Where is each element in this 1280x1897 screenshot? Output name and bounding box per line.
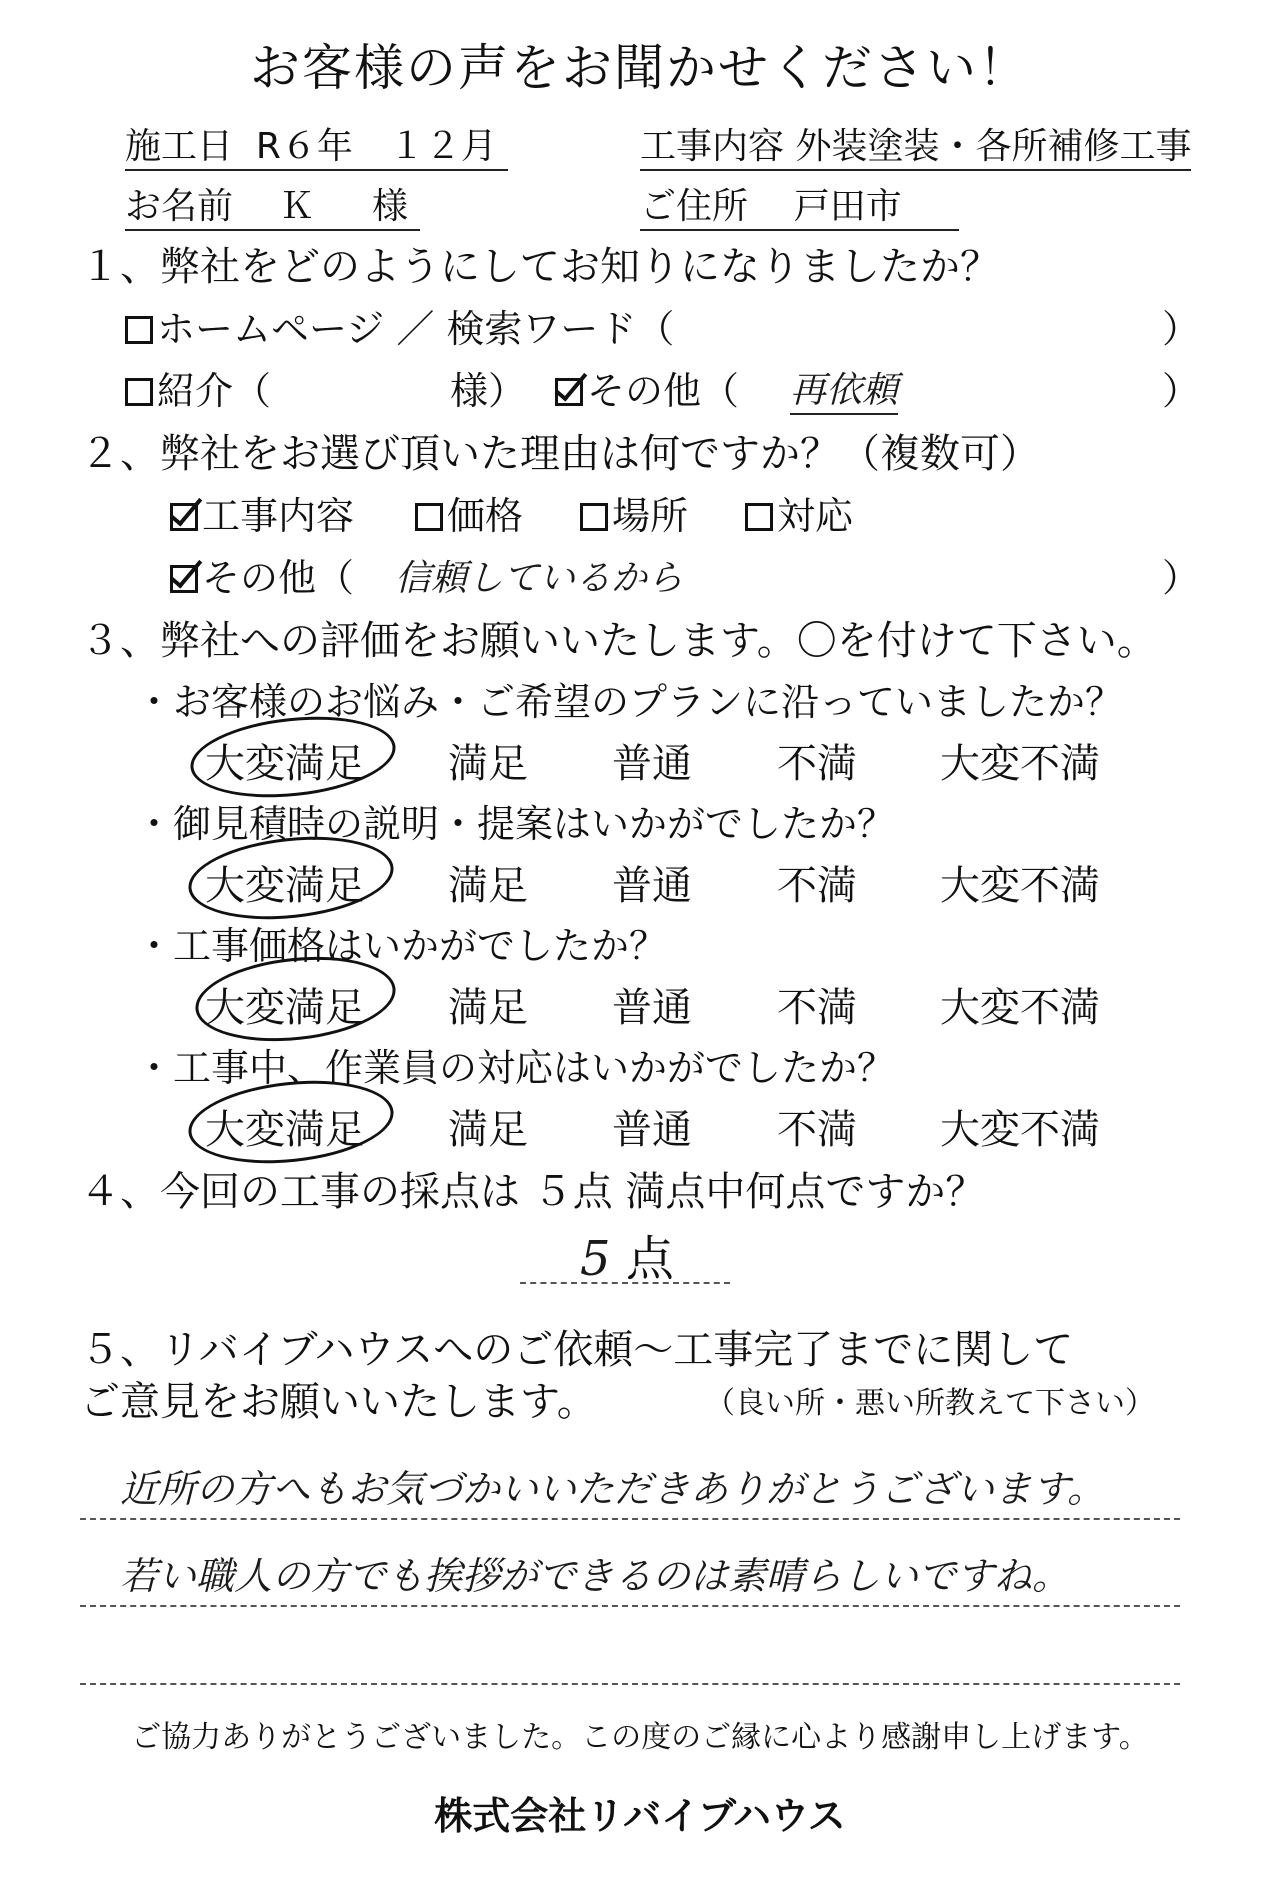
q3-item-2-very-dissatisfied[interactable]: 大変不満	[940, 863, 1100, 909]
q1-other-label: その他（	[587, 369, 740, 413]
q3-item-1-very-dissatisfied[interactable]: 大変不満	[940, 741, 1100, 787]
q3-item-1-satisfied[interactable]: 満足	[448, 741, 528, 787]
q3-item-4-text: ・工事中、作業員の対応はいかがでしたか？	[135, 1046, 896, 1090]
q5-question-line2: ご意見をお願いいたします。	[80, 1379, 597, 1425]
address-label: ご住所	[640, 186, 749, 227]
checkbox-q2-other-checked[interactable]	[170, 565, 198, 593]
q2-option-place[interactable]	[580, 485, 688, 540]
q3-item-2-dissatisfied[interactable]: 不満	[777, 863, 857, 909]
q2-option-work[interactable]	[170, 485, 354, 540]
q5-question-note: （良い所・悪い所教えて下さい）	[705, 1386, 1155, 1421]
q2-other-answer: 信頼しているから	[395, 558, 684, 599]
q2-option-other[interactable]	[170, 547, 354, 602]
answer-line-3	[80, 1683, 1180, 1685]
q3-item-2-satisfied[interactable]: 満足	[448, 863, 528, 909]
q3-item-4-dissatisfied[interactable]: 不満	[777, 1107, 857, 1153]
name-label: お名前	[125, 186, 234, 227]
answer-line-2	[80, 1605, 1180, 1607]
q2-option-price[interactable]	[415, 485, 523, 540]
q2-place-label: 場所	[612, 494, 689, 538]
q3-item-1-neutral[interactable]: 普通	[612, 741, 692, 787]
q3-item-3-very-dissatisfied[interactable]: 大変不満	[940, 985, 1100, 1031]
checkbox-intro[interactable]	[125, 378, 153, 406]
q1-other-answer	[790, 362, 898, 413]
q4-score-value: 5	[580, 1231, 611, 1287]
q4-score	[580, 1220, 674, 1289]
q1-option-homepage[interactable]	[125, 298, 674, 353]
q2-service-label: 対応	[777, 494, 854, 538]
q5-answer-line1: 近所の方へもお気づかいいただきありがとうございます。	[120, 1467, 1105, 1511]
q3-item-3-neutral[interactable]: 普通	[612, 985, 692, 1031]
checkbox-other-checked[interactable]	[555, 378, 583, 406]
q2-price-label: 価格	[447, 494, 524, 538]
checkbox-price[interactable]	[415, 503, 443, 531]
work-content	[640, 118, 1191, 169]
q3-item-1-dissatisfied[interactable]: 不満	[777, 741, 857, 787]
q1-intro-suffix: 様）	[450, 369, 527, 413]
q3-item-1-text: ・お客様のお悩み・ご希望のプランに沿っていましたか？	[135, 680, 1124, 724]
customer-name	[125, 178, 420, 229]
q1-other-close: ）	[1162, 369, 1201, 413]
q4-question: ４、今回の工事の採点は ５点 満点中何点ですか？	[80, 1169, 986, 1215]
checkbox-homepage[interactable]	[125, 316, 153, 344]
q4-score-line	[520, 1282, 730, 1284]
q1-homepage-label: ホームページ ／ 検索ワード（	[157, 307, 675, 351]
q3-item-2-text: ・御見積時の説明・提案はいかがでしたか？	[135, 802, 896, 846]
q3-item-3-dissatisfied[interactable]: 不満	[777, 985, 857, 1031]
q2-other-label: その他（	[202, 556, 355, 600]
q4-score-unit: 点	[625, 1231, 674, 1287]
q3-item-2-neutral[interactable]: 普通	[612, 863, 692, 909]
customer-address	[640, 178, 959, 229]
q1-option-other[interactable]	[555, 360, 739, 415]
q3-item-3-very-satisfied[interactable]: 大変満足	[205, 985, 365, 1031]
q3-item-4-satisfied[interactable]: 満足	[448, 1107, 528, 1153]
checkbox-service[interactable]	[745, 503, 773, 531]
construction-date	[125, 118, 508, 169]
name-suffix: 様	[372, 186, 409, 227]
work-label: 工事内容	[640, 126, 785, 167]
company-name: 株式会社リバイブハウス	[434, 1794, 846, 1838]
q3-question: ３、弊社への評価をお願いいたします。〇を付けて下さい。	[80, 618, 1157, 664]
name-value: Ｋ	[278, 186, 315, 227]
q1-question: １、弊社をどのようにしてお知りになりましたか？	[80, 244, 1000, 290]
date-value: R６年 １２月	[255, 126, 497, 167]
q1-other-answer-text: 再依頼	[790, 370, 898, 415]
footer-thanks: ご協力ありがとうございました。この度のご縁に心より感謝申し上げます。	[131, 1720, 1149, 1755]
q3-item-4-very-dissatisfied[interactable]: 大変不満	[940, 1107, 1100, 1153]
q5-answer-line2: 若い職人の方でも挨拶ができるのは素晴らしいですね。	[120, 1554, 1071, 1598]
page-title: お客様の声をお聞かせください！	[250, 39, 1030, 97]
q3-item-3-satisfied[interactable]: 満足	[448, 985, 528, 1031]
q2-option-service[interactable]	[745, 485, 853, 540]
q3-item-3-text: ・工事価格はいかがでしたか？	[135, 924, 668, 968]
q3-item-1-very-satisfied[interactable]: 大変満足	[205, 741, 365, 787]
checkbox-work-checked[interactable]	[170, 503, 198, 531]
checkbox-place[interactable]	[580, 503, 608, 531]
q5-question-line1: ５、リバイブハウスへのご依頼～工事完了までに関して	[80, 1327, 1074, 1373]
answer-line-1	[80, 1518, 1180, 1520]
address-value: 戸田市	[793, 186, 902, 227]
q3-item-2-very-satisfied[interactable]: 大変満足	[205, 863, 365, 909]
q1-homepage-close: ）	[1162, 307, 1201, 351]
q1-option-intro[interactable]	[125, 360, 271, 415]
q2-work-label: 工事内容	[202, 494, 355, 538]
q2-question: ２、弊社をお選び頂いた理由は何ですか？（複数可）	[80, 431, 1040, 477]
q3-item-4-very-satisfied[interactable]: 大変満足	[205, 1107, 365, 1153]
date-label: 施工日	[125, 126, 234, 167]
q3-item-4-neutral[interactable]: 普通	[612, 1107, 692, 1153]
work-value: 外装塗装・各所補修工事	[795, 126, 1192, 167]
q1-intro-label: 紹介（	[157, 369, 272, 413]
q2-other-close: ）	[1162, 556, 1201, 600]
